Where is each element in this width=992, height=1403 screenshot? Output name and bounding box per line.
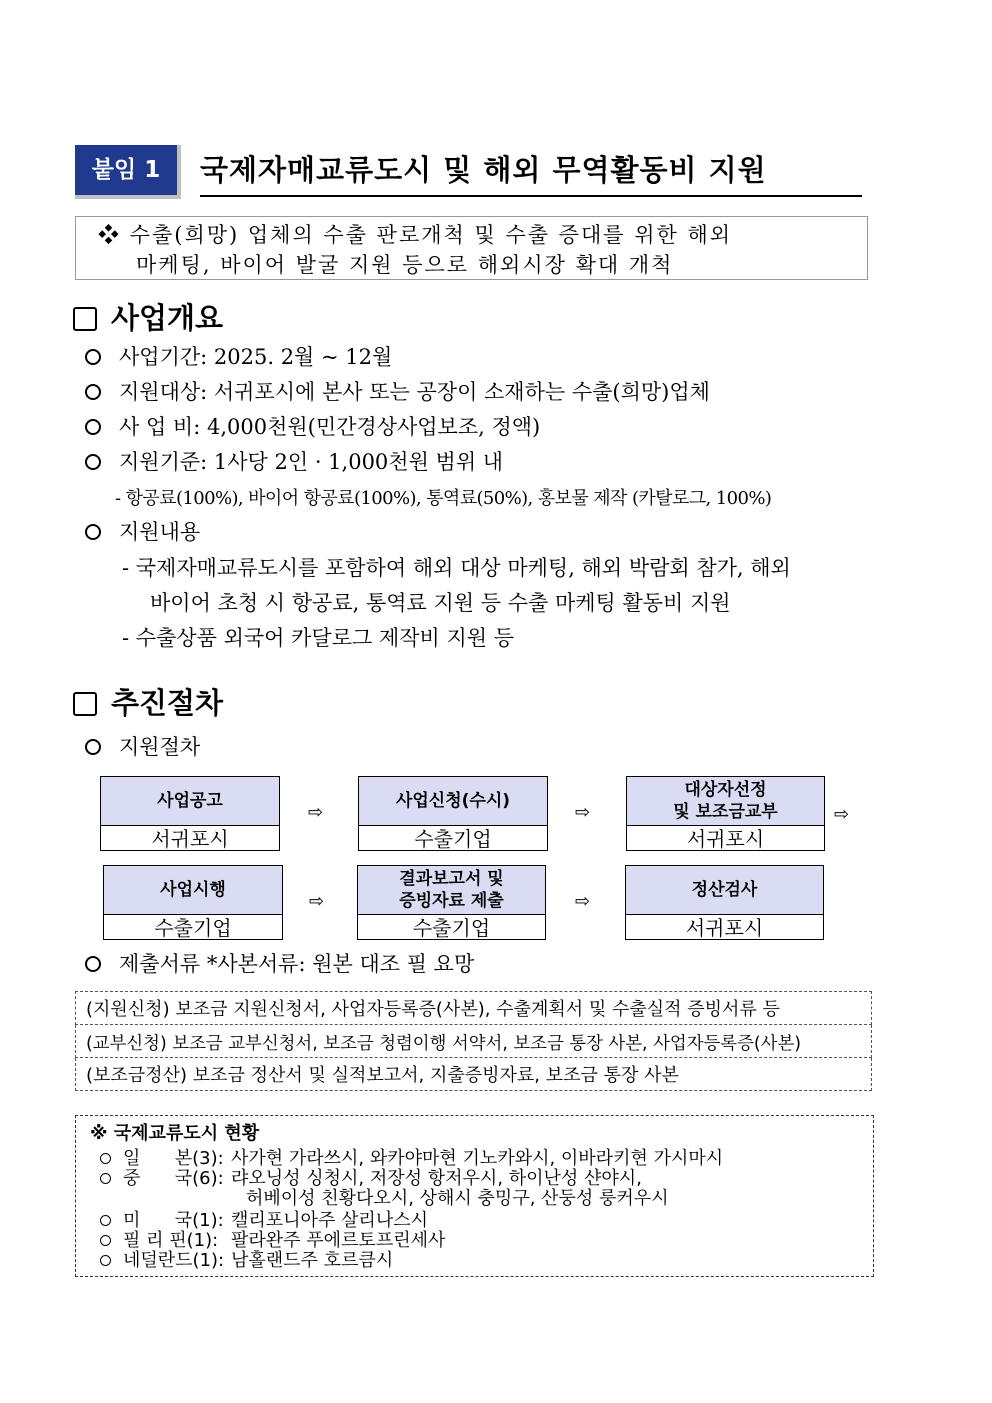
right-arrow-icon: ⇨ bbox=[575, 802, 591, 823]
overview-item-content: 지원내용 bbox=[85, 515, 200, 549]
right-arrow-icon: ⇨ bbox=[308, 802, 324, 823]
criteria-detail: - 항공료(100%), 바이어 항공료(100%), 통역료(50%), 홍보물 제작 (카탈로그, 100%) bbox=[115, 488, 772, 509]
flow-step-execution: 사업시행 수출기업 bbox=[103, 865, 283, 940]
right-arrow-icon: ⇨ bbox=[575, 891, 591, 912]
circle-bullet-icon bbox=[85, 956, 101, 972]
overview-item: 지원대상: 서귀포시에 본사 또는 공장이 소재하는 수출(희망)업체 bbox=[85, 375, 710, 409]
procedure-sub-label: 지원절차 bbox=[85, 730, 200, 764]
right-arrow-icon: ⇨ bbox=[834, 804, 850, 825]
overview-item: 사업기간: 2025. 2월 ~ 12월 bbox=[85, 340, 392, 374]
status-row-continued: 허베이성 친황다오시, 상해시 충밍구, 산둥성 룽커우시 bbox=[246, 1188, 669, 1209]
content-detail: - 수출상품 외국어 카달로그 제작비 지원 등 bbox=[122, 626, 515, 650]
table-row: (교부신청) 보조금 교부신청서, 보조금 청렴이행 서약서, 보조금 통장 사본, 사업자등록증(사본) bbox=[76, 1025, 872, 1058]
section-procedure-heading: 추진절차 bbox=[73, 683, 223, 723]
status-row: 필 리 핀(1): 팔라완주 푸에르토프린세사 bbox=[100, 1231, 445, 1251]
documents-label: 제출서류 *사본서류: 원본 대조 필 요망 bbox=[85, 947, 474, 981]
circle-bullet-icon bbox=[85, 384, 101, 400]
circle-bullet-icon bbox=[100, 1235, 111, 1246]
circle-bullet-icon bbox=[85, 454, 101, 470]
circle-bullet-icon bbox=[100, 1215, 111, 1226]
section-overview-heading: 사업개요 bbox=[73, 298, 223, 338]
content-detail: - 국제자매교류도시를 포함하여 해외 대상 마케팅, 해외 박람회 참가, 해외 bbox=[122, 556, 791, 580]
circle-bullet-icon bbox=[85, 419, 101, 435]
circle-bullet-icon bbox=[100, 1255, 111, 1266]
flow-step-settlement: 정산검사 서귀포시 bbox=[625, 865, 824, 940]
flow-step-report: 결과보고서 및 증빙자료 제출 수출기업 bbox=[357, 865, 546, 940]
right-arrow-icon: ⇨ bbox=[309, 891, 325, 912]
summary-box bbox=[75, 216, 868, 280]
status-row: 미 국(1): 캘리포니아주 살리나스시 bbox=[100, 1211, 428, 1231]
content-detail: 바이어 초청 시 항공료, 통역료 지원 등 수출 마케팅 활동비 지원 bbox=[150, 591, 731, 615]
summary-line-1: ❖ 수출(희망) 업체의 수출 판로개척 및 수출 증대를 위한 해외 bbox=[98, 223, 733, 247]
circle-bullet-icon bbox=[100, 1153, 111, 1164]
flow-step-selection: 대상자선정 및 보조금교부 서귀포시 bbox=[626, 776, 825, 851]
table-row: (지원신청) 보조금 지원신청서, 사업자등록증(사본), 수출계획서 및 수출실적 증빙서류 등 bbox=[76, 992, 872, 1025]
circle-bullet-icon bbox=[85, 349, 101, 365]
summary-line-2: 마케팅, 바이어 발굴 지원 등으로 해외시장 확대 개척 bbox=[136, 253, 674, 277]
status-row: 중 국(6): 랴오닝성 싱청시, 저장성 항저우시, 하이난성 샨야시, bbox=[100, 1169, 642, 1189]
flow-step-notice: 사업공고 서귀포시 bbox=[100, 776, 280, 851]
table-row: (보조금정산) 보조금 정산서 및 실적보고서, 지출증빙자료, 보조금 통장 사본 bbox=[76, 1058, 872, 1091]
circle-bullet-icon bbox=[85, 739, 101, 755]
status-title: ※ 국제교류도시 현황 bbox=[90, 1123, 260, 1144]
square-bullet-icon bbox=[73, 307, 97, 331]
flow-step-application: 사업신청(수시) 수출기업 bbox=[358, 776, 548, 851]
documents-table bbox=[75, 991, 872, 1091]
attachment-badge: 붙임 1 bbox=[75, 145, 181, 199]
overview-item: 지원기준: 1사당 2인 · 1,000천원 범위 내 bbox=[85, 445, 503, 479]
overview-item: 사 업 비: 4,000천원(민간경상사업보조, 정액) bbox=[85, 410, 540, 444]
square-bullet-icon bbox=[73, 692, 97, 716]
document-title: 국제자매교류도시 및 해외 무역활동비 지원 bbox=[200, 145, 862, 197]
status-row: 일 본(3): 사가현 가라쓰시, 와카야마현 기노카와시, 이바라키현 가시마시 bbox=[100, 1149, 723, 1169]
circle-bullet-icon bbox=[85, 524, 101, 540]
exchange-city-status-box bbox=[75, 1115, 874, 1277]
status-row: 네덜란드(1): 남홀랜드주 호르큼시 bbox=[100, 1251, 393, 1271]
circle-bullet-icon bbox=[100, 1173, 111, 1184]
